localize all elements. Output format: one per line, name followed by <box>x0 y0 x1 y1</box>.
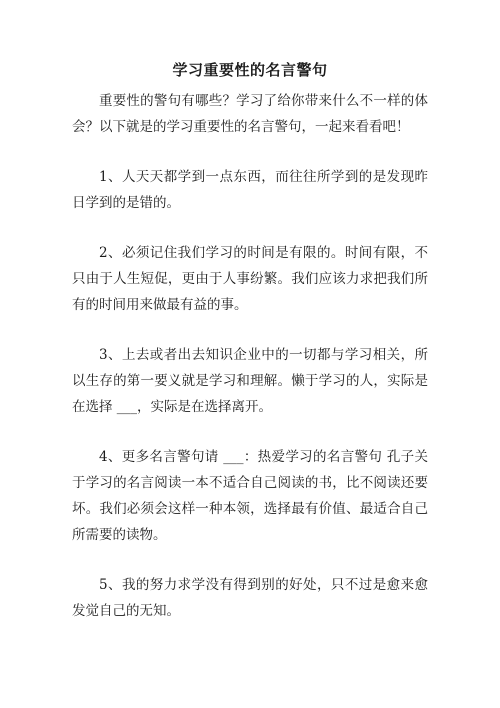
quote-item-2: 2、必须记住我们学习的时间是有限的。时间有限，不只由于人生短促，更由于人事纷繁。我们应该力求把我们所有的时间用来做最有益的事。 <box>72 245 428 313</box>
quote-item-3: 3、上去或者出去知识企业中的一切都与学习相关，所以生存的第一要义就是学习和理解。懒于学习的人，实际是在选择 ___，实际是在选择离开。 <box>72 347 428 415</box>
quote-item-5: 5、我的努力求学没有得到别的好处，只不过是愈来愈发觉自己的无知。 <box>72 577 428 619</box>
intro-paragraph: 重要性的警句有哪些？学习了给你带来什么不一样的体会？以下就是的学习重要性的名言警句，一起来看看吧！ <box>72 93 428 135</box>
document-title: 学习重要性的名言警句 <box>172 61 328 79</box>
quote-item-4: 4、更多名言警句请 ___：热爱学习的名言警句 孔子关于学习的名言阅读一本不适合自己阅读的书，比不阅读还要坏。我们必须会这样一种本领，选择最有价值、最适合自己所需要的读物。 <box>72 449 428 543</box>
quote-item-1: 1、人天天都学到一点东西，而往往所学到的是发现昨日学到的是错的。 <box>72 169 428 211</box>
